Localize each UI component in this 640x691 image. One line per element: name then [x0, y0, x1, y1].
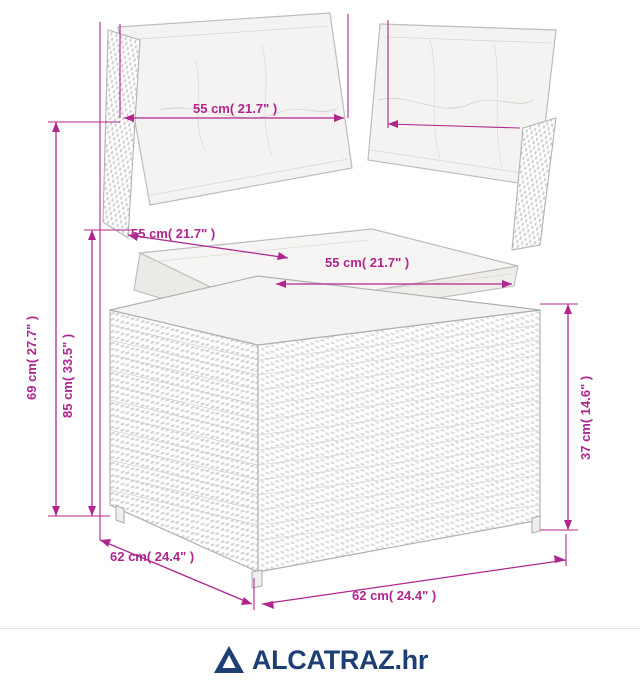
dim-label-seat-height-right: 37 cm( 14.6" )	[578, 375, 593, 460]
dim-label-base-depth-left: 62 cm( 24.4" )	[110, 549, 195, 564]
footer	[0, 628, 640, 691]
dim-label-seat-depth-left: 55 cm( 21.7" )	[131, 226, 216, 241]
dim-label-total-height-outer: 69 cm( 27.7" )	[24, 315, 39, 400]
sofa-illustration	[103, 13, 556, 588]
dim-label-base-width-front: 62 cm( 24.4" )	[352, 588, 437, 603]
dim-seat-height-right	[540, 304, 578, 530]
brand-name	[251, 644, 429, 675]
brand-logo	[0, 629, 640, 691]
backrest-frame-left	[103, 30, 140, 238]
sofa-base	[110, 276, 540, 572]
brand-name-text: ALCATRAZ	[251, 644, 395, 675]
dim-label-total-height-inner: 85 cm( 33.5" )	[60, 333, 75, 418]
triangle-a-logo-icon	[212, 643, 246, 677]
dim-label-seat-width-right: 55 cm( 21.7" )	[325, 255, 410, 270]
dim-label-backrest-width-top: 55 cm( 21.7" )	[193, 101, 278, 116]
brand-tld-text: .hr	[394, 644, 429, 675]
